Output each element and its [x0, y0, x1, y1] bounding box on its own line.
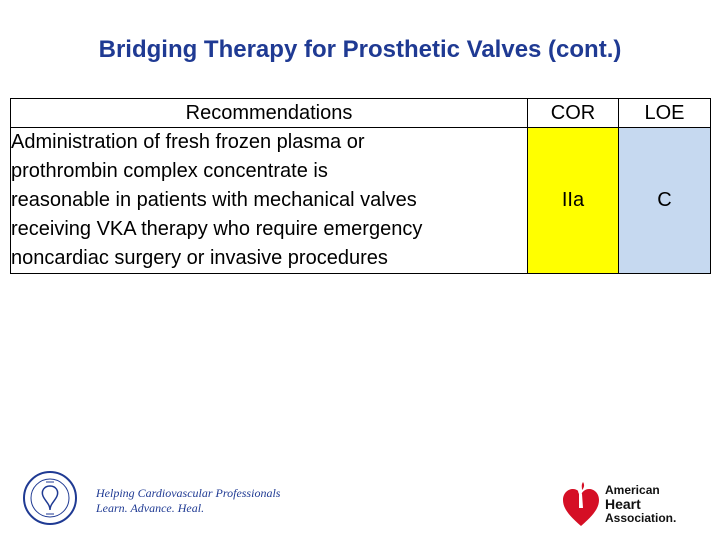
recommendation-line: Administration of fresh frozen plasma or — [11, 131, 365, 153]
recommendation-line: receiving VKA therapy who require emergency — [11, 218, 423, 240]
acc-seal-icon — [22, 470, 78, 526]
recommendation-line: noncardiac surgery or invasive procedures — [11, 247, 388, 269]
acc-tagline-line2: Learn. Advance. Heal. — [96, 501, 205, 515]
aha-line1: American — [605, 483, 660, 497]
slide-title: Bridging Therapy for Prosthetic Valves (cont.) — [98, 36, 622, 63]
recommendation-line: prothrombin complex concentrate is — [11, 160, 328, 182]
cor-value: IIa — [528, 128, 619, 274]
table-header-row — [11, 99, 711, 128]
aha-line2: Heart — [605, 496, 641, 512]
aha-wordmark — [605, 484, 676, 525]
table-row — [11, 128, 711, 274]
acc-tagline — [96, 486, 280, 516]
recommendation-table — [10, 98, 711, 274]
loe-header: LOE — [619, 99, 711, 128]
loe-value: C — [619, 128, 711, 274]
recommendation-text — [11, 128, 528, 274]
recommendations-header: Recommendations — [11, 99, 528, 128]
aha-line3: Association. — [605, 511, 677, 525]
cor-header: COR — [528, 99, 619, 128]
recommendation-line: reasonable in patients with mechanical valves — [11, 189, 417, 211]
heart-torch-icon — [561, 478, 601, 528]
acc-tagline-line1: Helping Cardiovascular Professionals — [96, 486, 281, 500]
